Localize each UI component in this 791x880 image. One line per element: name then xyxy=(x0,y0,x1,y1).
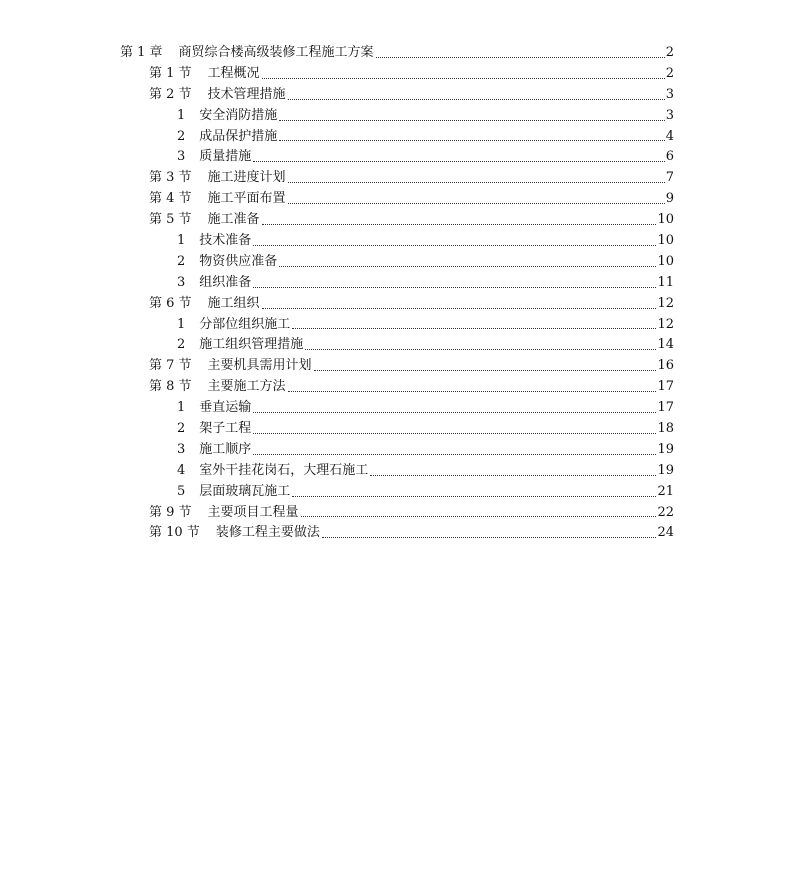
toc-entry-number: 2 xyxy=(177,421,186,437)
toc-entry-title: 成品保护措施 xyxy=(199,128,278,144)
toc-entry-page: 19 xyxy=(657,441,674,457)
toc-entry-title: 分部位组织施工 xyxy=(199,316,291,332)
toc-entry[interactable] xyxy=(0,440,791,461)
toc-entry-title: 技术管理措施 xyxy=(207,86,286,102)
toc-entry[interactable] xyxy=(0,356,791,377)
toc-entry[interactable] xyxy=(0,231,791,252)
toc-entry-title: 施工进度计划 xyxy=(207,170,286,186)
toc-entry-title: 施工准备 xyxy=(207,212,260,228)
toc-entry-title: 架子工程 xyxy=(199,421,252,437)
toc-entry-title: 主要机具需用计划 xyxy=(207,358,312,374)
toc-entry[interactable] xyxy=(0,127,791,148)
toc-entry-number: 第 3 节 xyxy=(149,170,192,186)
dot-leader xyxy=(314,369,657,371)
toc-entry-number: 5 xyxy=(177,483,186,499)
toc-entry[interactable] xyxy=(0,482,791,503)
toc-entry-title: 施工组织 xyxy=(207,295,260,311)
toc-entry-page: 21 xyxy=(657,483,674,499)
dot-leader xyxy=(322,536,657,538)
toc-entry[interactable] xyxy=(0,315,791,336)
toc-entry-number: 2 xyxy=(177,128,186,144)
toc-entry[interactable] xyxy=(0,503,791,524)
toc-entry-page: 6 xyxy=(665,149,674,165)
toc-entry-number: 第 8 节 xyxy=(149,379,192,395)
toc-entry-title: 施工顺序 xyxy=(199,441,252,457)
toc-entry-title: 装修工程主要做法 xyxy=(215,525,320,541)
dot-leader xyxy=(279,265,656,267)
table-of-contents xyxy=(0,43,791,544)
dot-leader xyxy=(288,98,665,100)
toc-entry-title: 层面玻璃瓦施工 xyxy=(199,483,291,499)
toc-entry-page: 4 xyxy=(665,128,674,144)
toc-entry-page: 3 xyxy=(665,86,674,102)
toc-entry-number: 第 7 节 xyxy=(149,358,192,374)
toc-entry-page: 22 xyxy=(657,504,674,520)
toc-entry-number: 第 9 节 xyxy=(149,504,192,520)
toc-entry-title: 主要施工方法 xyxy=(207,379,286,395)
toc-entry[interactable] xyxy=(0,523,791,544)
toc-entry-number: 4 xyxy=(177,462,186,478)
toc-entry-title: 质量措施 xyxy=(199,149,252,165)
toc-entry-number: 2 xyxy=(177,253,186,269)
toc-entry-number: 第 2 节 xyxy=(149,86,192,102)
toc-entry-page: 11 xyxy=(657,274,674,290)
toc-entry[interactable] xyxy=(0,461,791,482)
toc-entry-number: 第 10 节 xyxy=(149,525,200,541)
toc-entry-title: 商贸综合楼高级装修工程施工方案 xyxy=(178,45,374,60)
toc-entry-number: 1 xyxy=(177,233,186,249)
toc-entry-title: 室外干挂花岗石，大理石施工 xyxy=(199,462,369,478)
toc-entry[interactable] xyxy=(0,43,791,64)
toc-entry-number: 1 xyxy=(177,400,186,416)
dot-leader xyxy=(292,495,656,497)
toc-entry-title: 主要项目工程量 xyxy=(207,504,299,520)
toc-entry[interactable] xyxy=(0,168,791,189)
toc-entry[interactable] xyxy=(0,64,791,85)
dot-leader xyxy=(253,160,664,162)
toc-entry-number: 2 xyxy=(177,337,186,353)
toc-entry-page: 9 xyxy=(665,191,674,207)
dot-leader xyxy=(288,181,665,183)
toc-entry-title: 组织准备 xyxy=(199,274,252,290)
toc-entry-page: 12 xyxy=(657,316,674,332)
toc-entry-number: 3 xyxy=(177,441,186,457)
toc-entry[interactable] xyxy=(0,377,791,398)
toc-entry-page: 10 xyxy=(657,212,674,228)
dot-leader xyxy=(376,56,665,58)
toc-entry-number: 第 5 节 xyxy=(149,212,192,228)
toc-entry[interactable] xyxy=(0,419,791,440)
toc-entry-number: 3 xyxy=(177,274,186,290)
dot-leader xyxy=(288,390,657,392)
dot-leader xyxy=(253,244,656,246)
toc-entry-title: 技术准备 xyxy=(199,233,252,249)
toc-entry[interactable] xyxy=(0,294,791,315)
toc-entry-page: 19 xyxy=(657,462,674,478)
toc-entry-title: 工程概况 xyxy=(207,65,260,81)
dot-leader xyxy=(279,119,664,121)
dot-leader xyxy=(370,474,656,476)
toc-entry-page: 10 xyxy=(657,233,674,249)
dot-leader xyxy=(292,327,656,329)
toc-entry-number: 第 1 章 xyxy=(120,45,163,60)
toc-entry-number: 3 xyxy=(177,149,186,165)
toc-entry-page: 14 xyxy=(657,337,674,353)
toc-entry[interactable] xyxy=(0,147,791,168)
dot-leader xyxy=(262,77,665,79)
dot-leader xyxy=(253,411,656,413)
toc-entry-page: 3 xyxy=(665,107,674,123)
toc-entry-page: 18 xyxy=(657,421,674,437)
toc-entry-page: 17 xyxy=(657,379,674,395)
toc-entry-page: 17 xyxy=(657,400,674,416)
toc-entry[interactable] xyxy=(0,210,791,231)
toc-entry-title: 物资供应准备 xyxy=(199,253,278,269)
toc-entry[interactable] xyxy=(0,85,791,106)
toc-entry-number: 1 xyxy=(177,316,186,332)
dot-leader xyxy=(288,202,665,204)
dot-leader xyxy=(301,515,657,517)
toc-entry-number: 1 xyxy=(177,107,186,123)
toc-entry-number: 第 1 节 xyxy=(149,65,192,81)
dot-leader xyxy=(262,307,657,309)
dot-leader xyxy=(253,286,656,288)
toc-entry-page: 2 xyxy=(665,45,674,60)
toc-entry[interactable] xyxy=(0,252,791,273)
toc-entry-page: 24 xyxy=(657,525,674,541)
dot-leader xyxy=(305,348,656,350)
toc-entry-title: 安全消防措施 xyxy=(199,107,278,123)
toc-entry[interactable] xyxy=(0,189,791,210)
toc-entry-title: 施工平面布置 xyxy=(207,191,286,207)
toc-entry-page: 16 xyxy=(657,358,674,374)
toc-entry-number: 第 4 节 xyxy=(149,191,192,207)
toc-entry[interactable] xyxy=(0,398,791,419)
toc-entry-title: 垂直运输 xyxy=(199,400,252,416)
toc-entry[interactable] xyxy=(0,273,791,294)
toc-entry-page: 7 xyxy=(665,170,674,186)
dot-leader xyxy=(279,139,664,141)
dot-leader xyxy=(262,223,657,225)
dot-leader xyxy=(253,453,656,455)
toc-entry[interactable] xyxy=(0,335,791,356)
toc-entry-page: 2 xyxy=(665,65,674,81)
toc-entry[interactable] xyxy=(0,106,791,127)
dot-leader xyxy=(253,432,656,434)
toc-entry-title: 施工组织管理措施 xyxy=(199,337,304,353)
toc-entry-page: 10 xyxy=(657,253,674,269)
toc-entry-number: 第 6 节 xyxy=(149,295,192,311)
toc-entry-page: 12 xyxy=(657,295,674,311)
